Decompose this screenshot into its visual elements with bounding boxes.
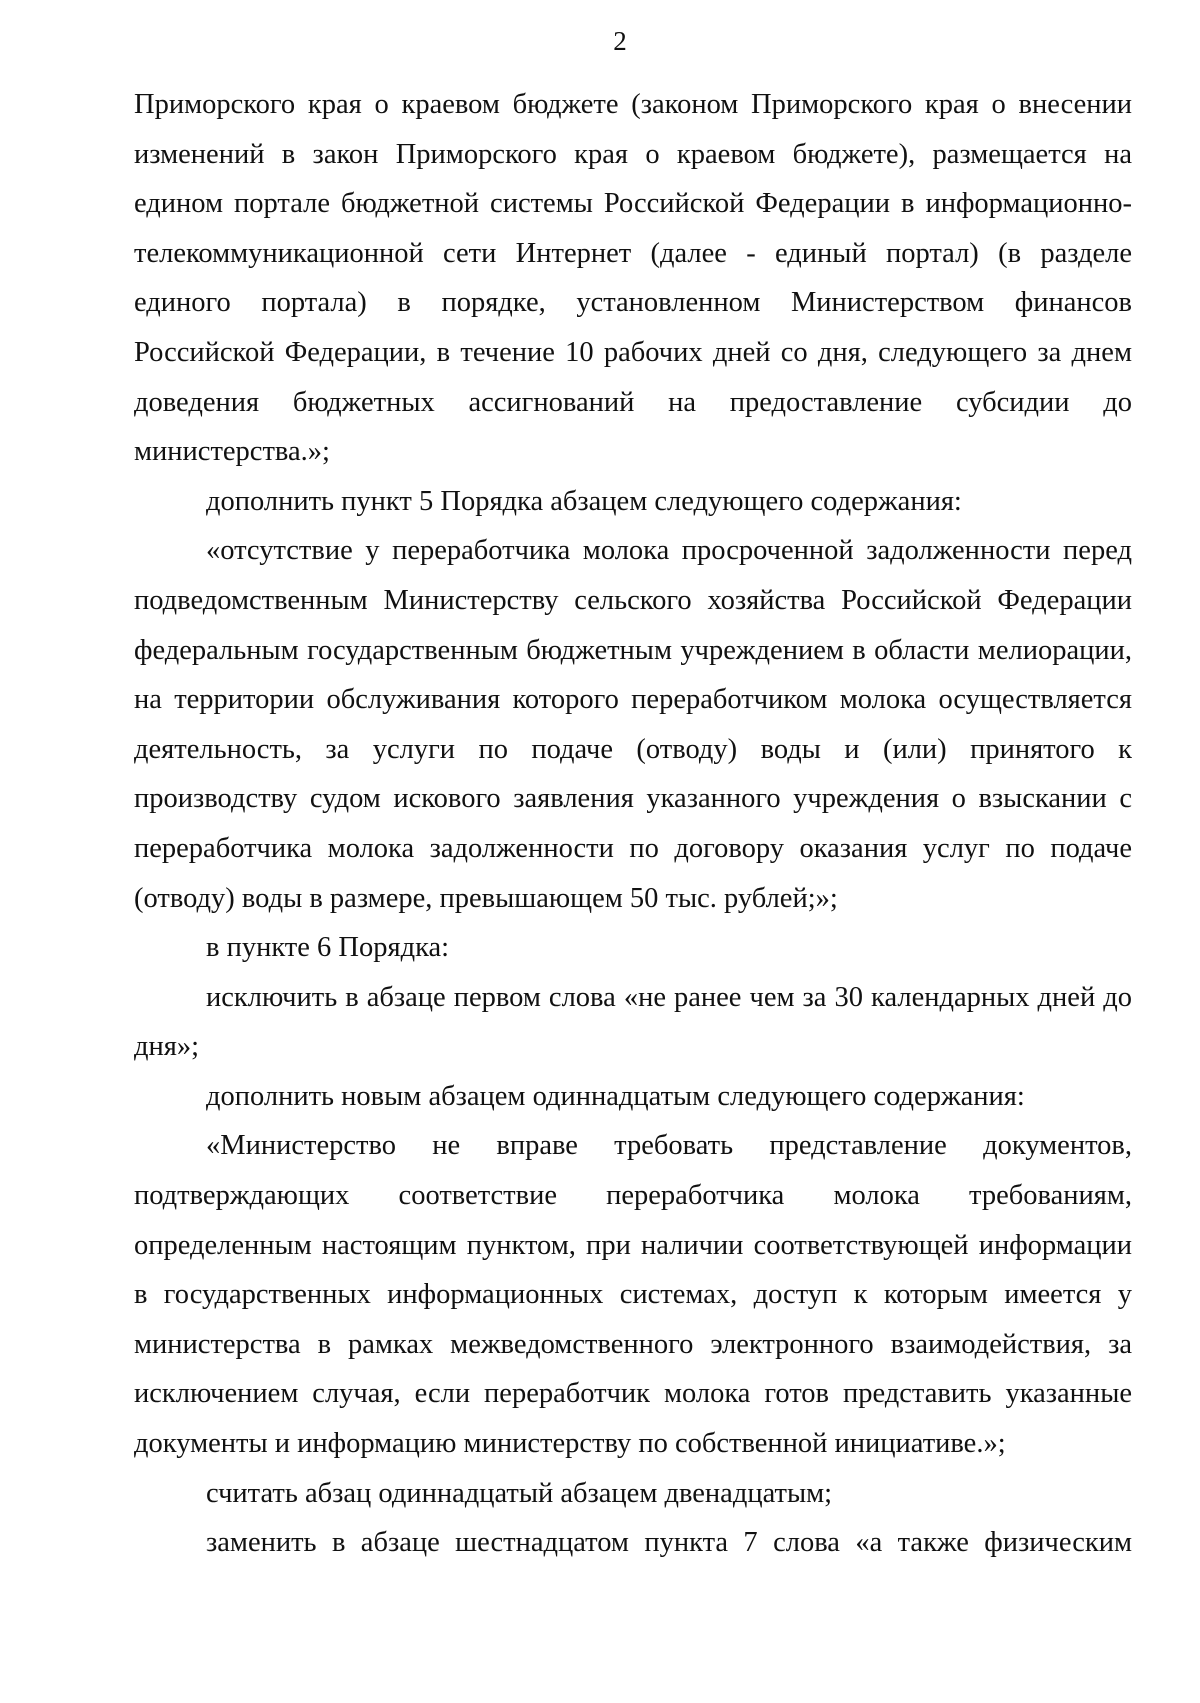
paragraph-ministry-rights: «Министерство не вправе требовать представление документов, подтверждающих соответствие переработчика молока требованиям, определенным настоящим пунктом, при наличии соответствующей информации в государственных информационных системах, доступ к которым имеется у министерства в рамках межведомственного электронного взаимодействия, за исключением случая, если переработчик молока готов представить указанные документы и информацию министерству по собственной инициативе.»; xyxy=(134,1130,1132,1460)
document-body xyxy=(134,80,1132,1568)
page-number: 2 xyxy=(613,26,627,56)
paragraph-renumber: считать абзац одиннадцатый абзацем двенадцатым; xyxy=(206,1477,833,1509)
paragraph-amend-point-5: дополнить пункт 5 Порядка абзацем следующего содержания: xyxy=(206,485,962,517)
paragraph-replace-words: заменить в абзаце шестнадцатом пункта 7 слова «а также физическим xyxy=(206,1527,1132,1559)
paragraph-debt-condition: «отсутствие у переработчика молока просроченной задолженности перед подведомственным Министерству сельского хозяйства Российской Федерации федеральным государственным бюджетным учреждением в области мелиорации, на территории обслуживания которого переработчиком молока осуществляется деятельность, за услуги по подаче (отводу) воды и (или) принятого к производству судом искового заявления указанного учреждения о взыскании с переработчика молока задолженности по договору оказания услуг по подаче (отводу) воды в размере, превышающем 50 тыс. рублей;»; xyxy=(134,535,1132,914)
paragraph-point-6: в пункте 6 Порядка: xyxy=(206,932,450,964)
paragraph-budget-portal: Приморского края о краевом бюджете (законом Приморского края о внесении изменений в закон Приморского края о краевом бюджете), размещается на едином портале бюджетной системы Российской Федерации в информационно-телекоммуникационной сети Интернет (далее - единый портал) (в разделе единого портала) в порядке, установленном Министерством финансов Российской Федерации, в течение 10 рабочих дней со дня, следующего за днем доведения бюджетных ассигнований на предоставление субсидии до министерства.»; xyxy=(134,89,1132,468)
paragraph-add-eleventh: дополнить новым абзацем одиннадцатым следующего содержания: xyxy=(206,1080,1025,1112)
paragraph-exclude-words: исключить в абзаце первом слова «не ранее чем за 30 календарных дней до дня»; xyxy=(134,981,1132,1063)
